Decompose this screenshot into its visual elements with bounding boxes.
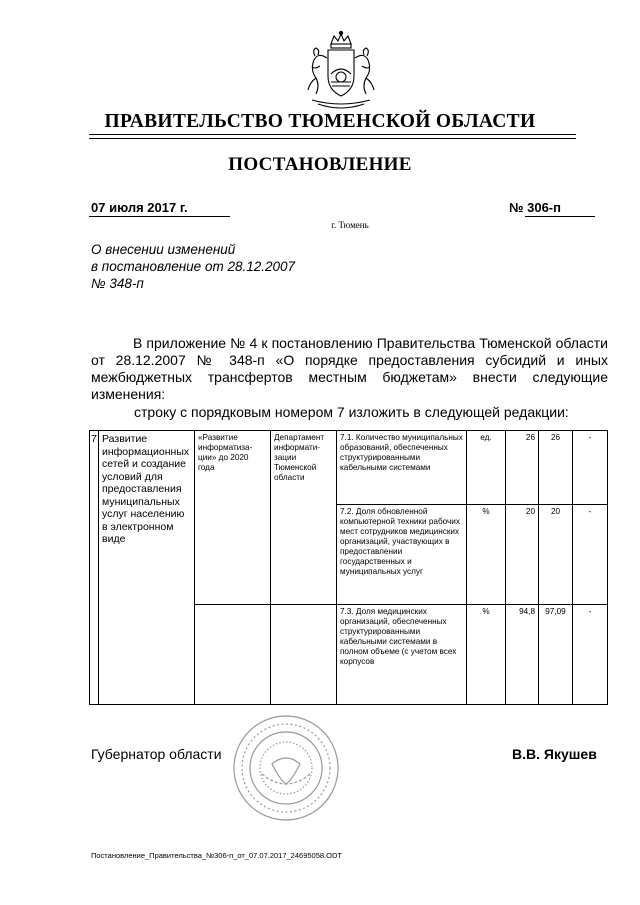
indicator-name: 7.2. Доля обновленной компьютерной техники рабочих мест сотрудников медицинских организаций, участвующих в предоставлении государственных и муниципальных услуг — [337, 505, 467, 605]
indicator-value: 94,8 — [506, 605, 539, 705]
city: г. Тюмень — [331, 220, 369, 230]
date-underline — [89, 216, 230, 217]
indicator-value: - — [573, 605, 608, 705]
indicator-value: 20 — [506, 505, 539, 605]
document-number: № 306-п — [509, 200, 561, 215]
row-number: 7 — [90, 431, 99, 705]
government-name: ПРАВИТЕЛЬСТВО ТЮМЕНСКОЙ ОБЛАСТИ — [104, 111, 536, 132]
table-row — [90, 431, 608, 505]
indicator-unit: ед. — [467, 431, 506, 505]
indicator-value: 26 — [506, 431, 539, 505]
number-underline — [525, 216, 595, 217]
footer-filename: Постановление_Правительства_№306-п_от_07.07.2017_24695058.ODT — [91, 851, 342, 860]
indicator-name: 7.1. Количество муниципальных образований, обеспеченных структурированными кабельными системами — [337, 431, 467, 505]
indicator-value: 20 — [539, 505, 573, 605]
indicator-value: 26 — [539, 431, 573, 505]
coat-of-arms-icon — [298, 30, 384, 116]
document-date: 07 июля 2017 г. — [91, 200, 188, 215]
indicator-value: - — [573, 431, 608, 505]
changes-table — [89, 430, 608, 705]
paragraph-text: В приложение № 4 к постановлению Правительства Тюменской области от 28.12.2007 № 348-п «О порядке предоставления субсидий и иных межбюджетных трансфертов местным бюджетам» внести следующие изменения: — [91, 335, 608, 402]
header-rule-thin — [89, 138, 576, 139]
official-seal-icon — [232, 714, 340, 822]
indicator-unit: % — [467, 605, 506, 705]
indicator-value: 97,09 — [539, 605, 573, 705]
document-subject — [91, 241, 295, 292]
subject-line: О внесении изменений — [91, 242, 236, 257]
purpose-cell: Развитие информационных сетей и создание условий для предоставления муниципальных услуг населению в электронном виде — [99, 431, 195, 705]
program-cell-empty — [195, 605, 271, 705]
document-type: ПОСТАНОВЛЕНИЕ — [228, 154, 412, 175]
signature-position: Губернатор области — [91, 746, 222, 762]
indicator-value: - — [573, 505, 608, 605]
department-cell-empty — [271, 605, 337, 705]
department-cell: Департамент информати-зации Тюменской области — [271, 431, 337, 605]
body-paragraph — [91, 335, 608, 403]
header-rule — [89, 134, 576, 135]
subject-line: в постановление от 28.12.2007 — [91, 259, 296, 274]
body-paragraph-2: строку с порядковым номером 7 изложить в следующей редакции: — [134, 404, 569, 420]
program-cell: «Развитие информатиза-ции» до 2020 года — [195, 431, 271, 605]
indicator-name: 7.3. Доля медицинских организаций, обеспеченных структурированными кабельными системами в полном объеме (с учетом всех корпусов — [337, 605, 467, 705]
subject-line: № 348-п — [91, 276, 144, 291]
signature-name: В.В. Якушев — [512, 746, 597, 762]
indicator-unit: % — [467, 505, 506, 605]
